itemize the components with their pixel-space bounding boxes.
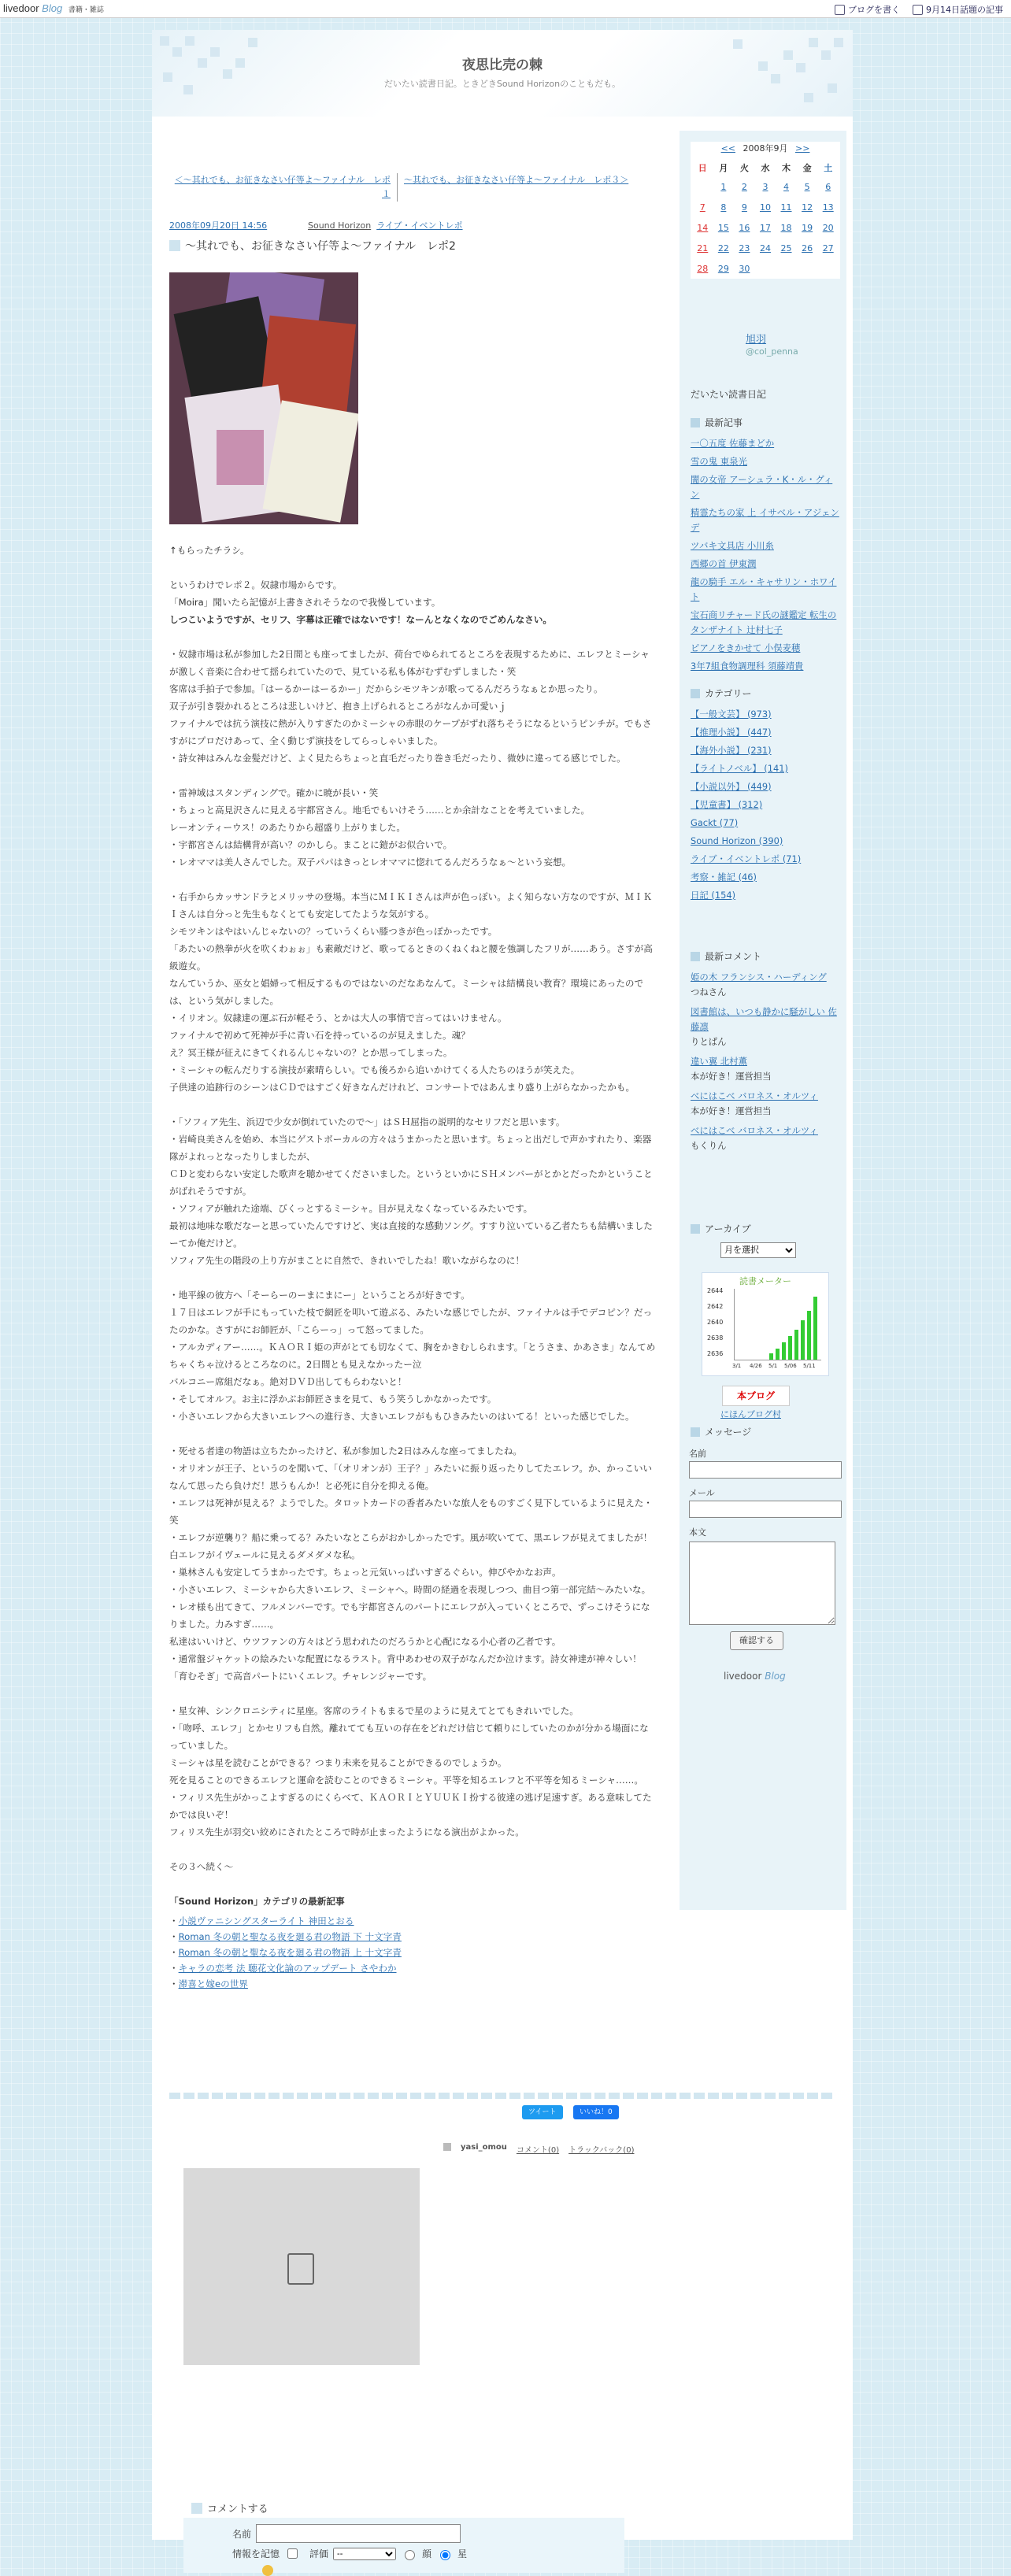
- recent-item[interactable]: 3年7組食物調理科 須藤靖貴: [691, 661, 804, 672]
- rating-face-radio[interactable]: [405, 2550, 415, 2560]
- message-heading: [691, 1425, 751, 1438]
- calendar-day[interactable]: [776, 217, 797, 238]
- category-heading-text: カテゴリー: [705, 688, 752, 699]
- calendar-day-link[interactable]: 18: [780, 222, 792, 233]
- section-icon: [691, 689, 700, 698]
- calendar-day[interactable]: [755, 238, 776, 258]
- entry-paragraph: ・星女神、シンクロニシティに星座。客席のライトもまるで星のように見えてとてもきれいでした。 ・「吻呼、エレフ」とかセリフも自然。離れてても互いの存在をどれだけ信じて頼りにしていたのかが分かる場面になっていました。 ミーシャは星を読むことができる？つまり未来を見ることができるのでしょうか。 死を見ることのできるエレフと運命を読むことのできるミーシャ。平等を知るエレフと不平等を知るミーシャ……。 ・フィリス先生がかっこよすぎるのにくらべて、ＫＡＯＲＩとＹＵＵＫＩ扮する彼達の逃げ足速すぎ。ある意味してたかでは良いぞ！ フィリス先生が羽交い絞めにされたところで時が止まったようになる演出がよかった。: [169, 1705, 652, 1838]
- recent-item[interactable]: ツバキ文具店 小川糸: [691, 540, 774, 551]
- divider: [169, 2093, 835, 2099]
- rating-label: 評価: [309, 2548, 329, 2559]
- calendar-day-link[interactable]: 5: [804, 181, 810, 192]
- related-link[interactable]: Roman 冬の朝と聖なる夜を廻る君の物語 下 十文字青: [178, 1931, 402, 1942]
- calendar-day[interactable]: [692, 238, 713, 258]
- calendar-day[interactable]: [713, 238, 735, 258]
- recent-item[interactable]: ピアノをきかせて 小俣麦穂: [691, 642, 801, 653]
- comment-item[interactable]: べにはこべ バロネス・オルツィ: [691, 1125, 818, 1136]
- logo-sub-text: 書籍・雑誌: [68, 6, 104, 13]
- comment-author: りとぱん: [691, 1036, 727, 1047]
- list-item: [169, 1960, 657, 1976]
- entry-strong-line: しつこいようですが、セリフ、字幕は正確ではないです！なーんとなくなのでごめんなさい。: [169, 614, 553, 625]
- calendar-day-link[interactable]: 17: [759, 222, 771, 233]
- logo-text: livedoor: [3, 2, 39, 14]
- calendar-day[interactable]: [692, 258, 713, 279]
- calendar-day[interactable]: [755, 217, 776, 238]
- comment-heading: [191, 2500, 268, 2515]
- recent-item[interactable]: 宝石商リチャード氏の謎鑑定 転生のタンザナイト 辻村七子: [691, 609, 837, 635]
- entry-paragraph: ・雷神域はスタンディングで。確かに暁が長い・笑 ・ちょっと高見沢さんに見える宇都宮さん。地毛でもいけそう……とか余計なことを考えていました。 レーオンティーウス！のあたりから超盛り上がりました。 ・宇都宮さんは結構背が高い？のかしら。まことに鎧がお似合いで。 ・レオママは美人さんでした。双子パパはきっとレオママに惚れてるんだろうなぁ〜という妄想。: [169, 787, 591, 868]
- category-item[interactable]: 【一般文芸】 (973): [691, 709, 772, 720]
- meter-bar: [782, 1342, 786, 1360]
- message-body-textarea[interactable]: [689, 1542, 835, 1625]
- related-list: [169, 1913, 657, 1992]
- pencil-icon: [835, 5, 845, 15]
- calendar-day: [776, 258, 797, 279]
- blog-description: だいたい読書日記。ときどきSound Horizonのこともだも。: [383, 79, 621, 89]
- comments-link[interactable]: コメント(0): [516, 2146, 560, 2155]
- calendar-day: [797, 258, 818, 279]
- message-mail-input[interactable]: [689, 1501, 842, 1518]
- comment-author: もくりん: [691, 1140, 727, 1151]
- comment-heading-text: コメントする: [207, 2504, 268, 2515]
- calendar-day[interactable]: [797, 217, 818, 238]
- comment-item[interactable]: 図書館は、いつも静かに騒がしい 佐藤凛: [691, 1006, 837, 1032]
- category-item[interactable]: Sound Horizon (390): [691, 835, 783, 846]
- meter-xtick: 3/1: [732, 1363, 742, 1369]
- broken-image-icon: [287, 2253, 314, 2285]
- category-link-sound-horizon[interactable]: Sound Horizon: [308, 220, 372, 231]
- recent-item[interactable]: 西郷の首 伊東潤: [691, 558, 757, 569]
- comments-list: [691, 970, 840, 1158]
- entry-body: [169, 542, 657, 1992]
- meter-xtick: 5/06: [784, 1363, 797, 1369]
- sidebar: [680, 131, 846, 1910]
- calendar-day[interactable]: [734, 258, 755, 279]
- calendar-day-link[interactable]: 29: [717, 263, 729, 274]
- star-label: 星: [457, 2548, 468, 2559]
- comments-heading-text: 最新コメント: [705, 951, 762, 962]
- calendar-day[interactable]: [776, 176, 797, 197]
- profile-id[interactable]: @col_penna: [746, 346, 798, 357]
- meter-bar: [794, 1330, 798, 1360]
- calendar-day-link[interactable]: 20: [822, 222, 834, 233]
- section-icon: [691, 1224, 700, 1234]
- calendar-day[interactable]: [713, 197, 735, 217]
- calendar-day-link[interactable]: 19: [802, 222, 813, 233]
- calendar-day[interactable]: [713, 176, 735, 197]
- recent-item[interactable]: 闇の女帝 アーシュラ・K・ル・グィン: [691, 474, 833, 500]
- calendar-day-link[interactable]: 15: [717, 222, 729, 233]
- calendar-day[interactable]: [817, 238, 839, 258]
- calendar-day-link[interactable]: 30: [739, 263, 750, 274]
- confirm-button[interactable]: 確認する: [730, 1631, 783, 1650]
- comments-heading: [691, 949, 761, 963]
- calendar-icon: [913, 5, 923, 15]
- meter-chart: [734, 1289, 821, 1360]
- meter-ytick: 2636: [707, 1350, 724, 1357]
- remember-label: 情報を記憶: [232, 2548, 280, 2559]
- meter-ytick: 2644: [707, 1287, 724, 1294]
- like-button[interactable]: いいね！0: [573, 2105, 619, 2119]
- remember-checkbox[interactable]: [287, 2548, 298, 2559]
- meter-xtick: 4/26: [750, 1363, 762, 1369]
- meter-ytick: 2640: [707, 1319, 724, 1326]
- entry-footer: [443, 2143, 634, 2155]
- logo-blog-text: Blog: [42, 2, 63, 14]
- category-item[interactable]: 【海外小説】 (231): [691, 745, 772, 756]
- category-heading: [691, 687, 752, 700]
- calendar-day-link[interactable]: 23: [739, 242, 750, 254]
- trending-link[interactable]: [913, 3, 1003, 16]
- calendar-day-link[interactable]: 16: [739, 222, 750, 233]
- calendar-day[interactable]: [734, 197, 755, 217]
- category-item[interactable]: 【児童書】 (312): [691, 799, 763, 810]
- face-label: 顔: [422, 2548, 432, 2559]
- calendar-day-link[interactable]: 22: [717, 242, 729, 254]
- calendar-month: 2008年9月: [743, 143, 788, 154]
- entry-date[interactable]: 2008年09月20日 14:56: [169, 220, 268, 231]
- meter-title: 読書メーター: [739, 1276, 791, 1286]
- trending-label: 9月14日話題の記事: [926, 5, 1003, 15]
- reading-meter-widget[interactable]: [702, 1272, 829, 1376]
- prev-entry-link[interactable]: ＜〜其れでも、お征きなさい仔等よ〜ファイナル レポ１: [169, 173, 398, 202]
- calendar-day-link[interactable]: 1: [720, 181, 727, 192]
- page: [152, 30, 853, 2559]
- livedoor-blog-footer-logo[interactable]: [724, 1671, 786, 1682]
- category-item[interactable]: 考察・雑記 (46): [691, 872, 757, 883]
- calendar-day[interactable]: [713, 217, 735, 238]
- footer-blog-text: Blog: [765, 1671, 786, 1682]
- calendar-day-link[interactable]: 6: [825, 181, 831, 192]
- calendar-day-link[interactable]: 25: [780, 242, 792, 254]
- comment-options-row: [232, 2546, 467, 2561]
- list-item: [169, 1945, 657, 1960]
- calendar-day-link[interactable]: 14: [697, 222, 709, 233]
- calendar-day-link[interactable]: 24: [759, 242, 771, 254]
- calendar-day-header: 金: [802, 163, 812, 173]
- calendar-day-link[interactable]: 10: [759, 202, 771, 213]
- calendar-week: [692, 197, 839, 217]
- message-mail-label: メール: [689, 1488, 715, 1498]
- calendar-day[interactable]: [755, 176, 776, 197]
- calendar-day-link[interactable]: 26: [802, 242, 813, 254]
- blog-header: [152, 30, 853, 117]
- flyer-photo[interactable]: [169, 272, 358, 524]
- calendar-day[interactable]: [817, 197, 839, 217]
- meter-xtick: 5/1: [768, 1363, 778, 1369]
- calendar-next-link[interactable]: >>: [795, 143, 810, 154]
- comment-author: 本が好き！運営担当: [691, 1105, 772, 1116]
- list-item: [169, 1929, 657, 1945]
- entry-paragraph: ・右手からカッサンドラとメリッサの登場。本当にＭＩＫＩさんは声が色っぽい。よく知らない方なのですが、ＭＩＫＩさんは自分っと先生もなくとても安定してたような気がする。 シモツキンはやはいんじゃないの？っていうくらい膝つきが色っぽかったです。 「あたいの熱拳が火を吹くわぉぉ」も素敵だけど、歌ってるときのくねくねと腰を強調したフリが……あう。さすが高級遊女。 なんていうか、巫女と娼婦って相反するものではないのだなあなんて。ミーシャは結構良い教育？環境にあったのでは、という気がしました。 ・イリオン。奴隷達の運ぶ石が軽そう、とかは大人の事情で言ってはいけません。 ファイナルで初めて死神が手に青い石を持っているのが見えました。魂？ え？冥王様が征えにきてくれるんじゃないの？とか思ってしまった。 ・ミーシャの転んだりする演技が素晴らしい。でも後ろから追いかけてくる人たちのほうが笑えた。 子供達の追跡行のシーンはＣＤではすごく好きなんだけれど、コンサートではあんまり盛り上がらなかったかも。: [169, 891, 653, 1093]
- category-item[interactable]: 【ライトノベル】 (141): [691, 763, 788, 774]
- flyer-photo-graphic: [169, 272, 358, 524]
- comment-name-label: 名前: [232, 2528, 252, 2540]
- category-item[interactable]: 【小説以外】 (449): [691, 781, 772, 792]
- recent-item[interactable]: 龍の騎手 エル・キャサリン・ホワイト: [691, 576, 837, 602]
- calendar-day-link[interactable]: 12: [802, 202, 813, 213]
- archive-heading: [691, 1222, 751, 1235]
- meter-bar: [813, 1297, 817, 1360]
- category-item[interactable]: Gackt (77): [691, 817, 739, 828]
- calendar-day-link[interactable]: 8: [720, 202, 727, 213]
- calendar-day[interactable]: [776, 238, 797, 258]
- emoji-icon[interactable]: [262, 2565, 273, 2576]
- author-name[interactable]: yasi_omou: [461, 2143, 507, 2152]
- calendar-prev-link[interactable]: <<: [720, 143, 735, 154]
- calendar-day[interactable]: [797, 238, 818, 258]
- entry-title: [169, 238, 642, 254]
- blogmura-link[interactable]: にほんブログ村: [720, 1409, 781, 1419]
- rating-star-radio[interactable]: [440, 2550, 450, 2560]
- calendar-day-link[interactable]: 9: [741, 202, 747, 213]
- category-list: [691, 707, 840, 906]
- calendar-day-header: 土: [824, 163, 833, 173]
- calendar-week: [692, 176, 839, 197]
- entry-paragraph: ・「ソフィア先生、浜辺で少女が倒れていたので〜」はＳＨ屈指の説明的なセリフだと思います。 ・岩崎良美さんを始め、本当にゲストボーカルの方々はうまかったと思います。ちょっと出だしで声かすれたり、楽器隊がよれっとなったりしましたが、 ＣＤと変わらない安定した歌声を聴かせてくださいました。というといかにＳＨメンバーがとかとだったかということがばれそうですが。 ・ソフィアが触れた途端、びくっとするミーシャ。目が見えなくなっているみたいです。 最初は地味な歌だなーと思っていたんですけど、実は直接的な感動ソング。すすり泣いている乙者たちも結構いましたーてか俺だけど。 ソフィア先生の階段の上り方がまことに自然で、きれいでしたね！歌いながらなのに！: [169, 1116, 653, 1266]
- related-heading: 「Sound Horizon」カテゴリの最新記事: [169, 1896, 345, 1907]
- write-blog-label: ブログを書く: [848, 5, 900, 15]
- next-entry-link[interactable]: 〜其れでも、お征きなさい仔等よ〜ファイナル レポ３＞: [404, 175, 629, 185]
- meter-bar: [776, 1349, 780, 1360]
- blogmura-banner[interactable]: 本ブログ: [722, 1386, 790, 1406]
- calendar-day[interactable]: [776, 197, 797, 217]
- entry-paragraph: というわけでレポ２。奴隷市場からです。 「Moira」聞いたら記憶が上書きされそうなので我慢しています。: [169, 579, 441, 608]
- section-icon: [691, 418, 700, 427]
- calendar-day[interactable]: [692, 197, 713, 217]
- calendar-day-link[interactable]: 21: [697, 242, 709, 254]
- section-icon: [691, 1427, 700, 1437]
- calendar-day: [755, 258, 776, 279]
- comment-icon: [191, 2503, 202, 2514]
- meter-bar: [807, 1311, 811, 1360]
- blog-title[interactable]: 夜思比売の棘: [462, 57, 543, 73]
- category-item[interactable]: 日記 (154): [691, 890, 736, 901]
- calendar-day-header: 木: [782, 163, 791, 173]
- comment-item[interactable]: 違い翼 北村薫: [691, 1056, 747, 1067]
- calendar-table: [692, 159, 839, 279]
- recent-item[interactable]: 精霊たちの家 上 イサベル・アジェンデ: [691, 507, 839, 533]
- message-body-label: 本文: [689, 1527, 706, 1538]
- meter-bar: [769, 1353, 773, 1360]
- avatar[interactable]: [691, 328, 738, 375]
- category-link-live-report[interactable]: ライブ・イベントレポ: [376, 220, 463, 231]
- recent-item[interactable]: 一〇五度 佐藤まどか: [691, 438, 775, 449]
- calendar-week: [692, 258, 839, 279]
- comment-form: [183, 2518, 624, 2573]
- calendar-day[interactable]: [734, 238, 755, 258]
- tweet-button[interactable]: ツイート: [522, 2105, 563, 2119]
- entry-title-icon: [169, 240, 180, 251]
- list-item: [169, 1913, 657, 1929]
- comment-name-input[interactable]: [256, 2524, 461, 2543]
- calendar-day-header: 水: [761, 163, 770, 173]
- recent-item[interactable]: 雪の鬼 東泉光: [691, 456, 747, 467]
- calendar-day[interactable]: [734, 217, 755, 238]
- calendar-week: [692, 217, 839, 238]
- section-icon: [691, 952, 700, 961]
- footer-logo-text: livedoor: [724, 1671, 762, 1682]
- top-bar: [0, 0, 1011, 18]
- entry-title-text: 〜其れでも、お征きなさい仔等よ〜ファイナル レポ2: [185, 240, 456, 253]
- related-link[interactable]: 滞喜と嫁eの世界: [178, 1978, 248, 1989]
- rating-select[interactable]: [333, 2548, 396, 2560]
- entry-paragraph: その３へ続く〜: [169, 1861, 234, 1872]
- calendar-day-link[interactable]: 3: [762, 181, 768, 192]
- calendar-day-link[interactable]: 2: [741, 181, 747, 192]
- calendar-day[interactable]: [734, 176, 755, 197]
- calendar-day-link[interactable]: 27: [822, 242, 834, 254]
- profile-name[interactable]: 旭羽: [746, 334, 767, 346]
- calendar-day[interactable]: [817, 176, 839, 197]
- calendar-header: [691, 142, 840, 156]
- list-item: [169, 1976, 657, 1992]
- livedoor-logo[interactable]: [3, 2, 104, 14]
- calendar-day[interactable]: [692, 217, 713, 238]
- profile-description: だいたい読書日記: [691, 389, 767, 400]
- related-link[interactable]: Roman 冬の朝と聖なる夜を廻る君の物語 上 十文字青: [178, 1947, 402, 1958]
- entry-paragraph: ・地平線の彼方へ「そーらーのーまにまにー」ということろが好きです。 １７日はエレフが手にもっていた枝で網匠を叩いて遊ぶる、みたいな感じでしたが、ファイナルは手でデコピン？だったのかな。さすがにお師匠が、「こらーっ」って怒ってました。 ・アルカディアー……。ＫＡＯＲＩ姫の声がとても切なくて、胸をかきむしられます。「とうさま、かあさま」なんてめちゃくちゃ泣けるところなのに。2日間とも見えなかったー泣 バルコニー席組だなぁ。絶対ＤＶＤ出してもらわないと！ ・そしてオルフ。お主に浮かぶお師匠さまを見て、もう笑うしかなかったです。 ・小さいエレフから大きいエレフへの進行き、大きいエレフがももひきみたいのはいてる！といった感じでした。: [169, 1290, 656, 1422]
- category-item[interactable]: ライブ・イベントレポ (71): [691, 853, 802, 864]
- comment-item[interactable]: べにはこべ バロネス・オルツィ: [691, 1090, 818, 1101]
- calendar-day-link[interactable]: 7: [699, 202, 705, 213]
- comment-name-row: [232, 2524, 461, 2543]
- comment-author: つねさん: [691, 986, 727, 997]
- archive-heading-text: アーカイブ: [705, 1223, 751, 1234]
- author-icon: [443, 2143, 451, 2151]
- entry-paragraph: ↑もらったチラシ。: [169, 545, 250, 556]
- calendar-day-header: 月: [719, 163, 728, 173]
- calendar-day[interactable]: [797, 176, 818, 197]
- calendar-day-link[interactable]: 4: [783, 181, 790, 192]
- calendar-day: [692, 176, 713, 197]
- entry-paragraph: ・奴隷市場は私が参加した2日間とも座ってましたが、荷台でゆられてるところを表現するために、エレフとミーシャが激しく音楽に合わせて揺られていたので、見ている私も体がむずむずしました・笑 客席は手拍子で参加。「はーるかーはーるかー」だからシモツキンが歌ってるんだろうなぁとか思ったり。 双子が引き裂かれるところは悲しいけど、抱き上げられるところがなんか可愛いｊ ファイナルでは抗う演技に熱が入りすぎたのかミーシャの赤眼のケープがずれ落ちそうになるというピンチが。でもさすがにプロだけあって、全く動じず演技をしてらっしゃいました。 ・詩女神はみんな金髪だけど、よく見たらちょっと直毛だったり巻き毛だったり、微妙に違ってる感じでした。: [169, 649, 652, 764]
- meter-ytick: 2638: [707, 1334, 724, 1342]
- calendar-day[interactable]: [817, 217, 839, 238]
- calendar-day-header: 火: [739, 163, 749, 173]
- message-name-label: 名前: [689, 1449, 706, 1459]
- archive-select[interactable]: [720, 1242, 796, 1258]
- calendar-week: [692, 238, 839, 258]
- calendar-day[interactable]: [755, 197, 776, 217]
- calendar-day-link[interactable]: 11: [780, 202, 792, 213]
- related-link[interactable]: キャラの恋考 法 聴花文化論のアップデート さやわか: [178, 1963, 397, 1974]
- category-item[interactable]: 【推理小説】 (447): [691, 727, 772, 738]
- message-name-input[interactable]: [689, 1461, 842, 1479]
- meter-bar: [788, 1336, 792, 1360]
- ad-placeholder-image[interactable]: [183, 2168, 420, 2365]
- calendar: [691, 142, 840, 279]
- calendar-day[interactable]: [713, 258, 735, 279]
- meter-bar: [801, 1320, 805, 1360]
- calendar-day-link[interactable]: 13: [822, 202, 834, 213]
- write-blog-link[interactable]: [835, 3, 900, 16]
- entry-paragraph: ・死せる者達の物語は立ちたかったけど、私が参加した2日はみんな座ってましたね。 ・オリオンが王子、というのを聞いて、「（オリオンが）王子？」みたいに振り返ったりしてたエレフ。か、かっこいいなんて思ったら負けだ！思うもんか！と必死に自分を抑える俺。 ・エレフは死神が見える？ようでした。タロットカードの香者みたいな旅人をものすごく見下しているように見えた・笑 ・エレフが逆襲り？船に乗ってる？みたいなとこらがおかしかったです。風が吹いてて、黒エレフが見えてましたが！ 白エレフがイヴェールに見えるダメダメな私。 ・巣林さんも安定してうまかったです。ちょっと元気いっぱいすぎるぐらい。伸びやかなお声。 ・小さいエレフ、ミーシャから大きいエレフ、ミーシャへ。時間の経過を表現しつつ、曲目つ第一部完結〜みたいな。 ・レオ様も出てきて、フルメンバーです。でも宇都宮さんのパートにエレフが入っていくところで、ずっこけそうになりました。力みすぎ……。 私達はいいけど、ウツファンの方々はどう思われたのだろうかと心配になる小心者の乙者です。 ・通常盤ジャケットの絵みたいな配置になるラスト。背中あわせの双子がなんだか泣けます。詩女神達が神々しい！ 「育むそぎ」で高音パートにいくエレフ。チャレンジャーです。: [169, 1445, 653, 1682]
- message-heading-text: メッセージ: [705, 1427, 752, 1438]
- comment-item[interactable]: 姫の木 フランシス・ハーディング: [691, 972, 827, 983]
- calendar-day-link[interactable]: 28: [697, 263, 709, 274]
- meter-xtick: 5/11: [803, 1363, 816, 1369]
- recent-heading-text: 最新記事: [705, 417, 743, 428]
- meter-ytick: 2642: [707, 1303, 724, 1310]
- calendar-day-header: 日: [698, 163, 707, 173]
- comment-author: 本が好き！運営担当: [691, 1071, 772, 1082]
- calendar-day: [817, 258, 839, 279]
- related-link[interactable]: 小説ヴァニシングスターライト 神田とおる: [178, 1915, 354, 1926]
- recent-heading: [691, 416, 743, 429]
- recent-list: [691, 436, 840, 677]
- calendar-day[interactable]: [797, 197, 818, 217]
- trackback-link[interactable]: トラックバック(0): [568, 2146, 635, 2155]
